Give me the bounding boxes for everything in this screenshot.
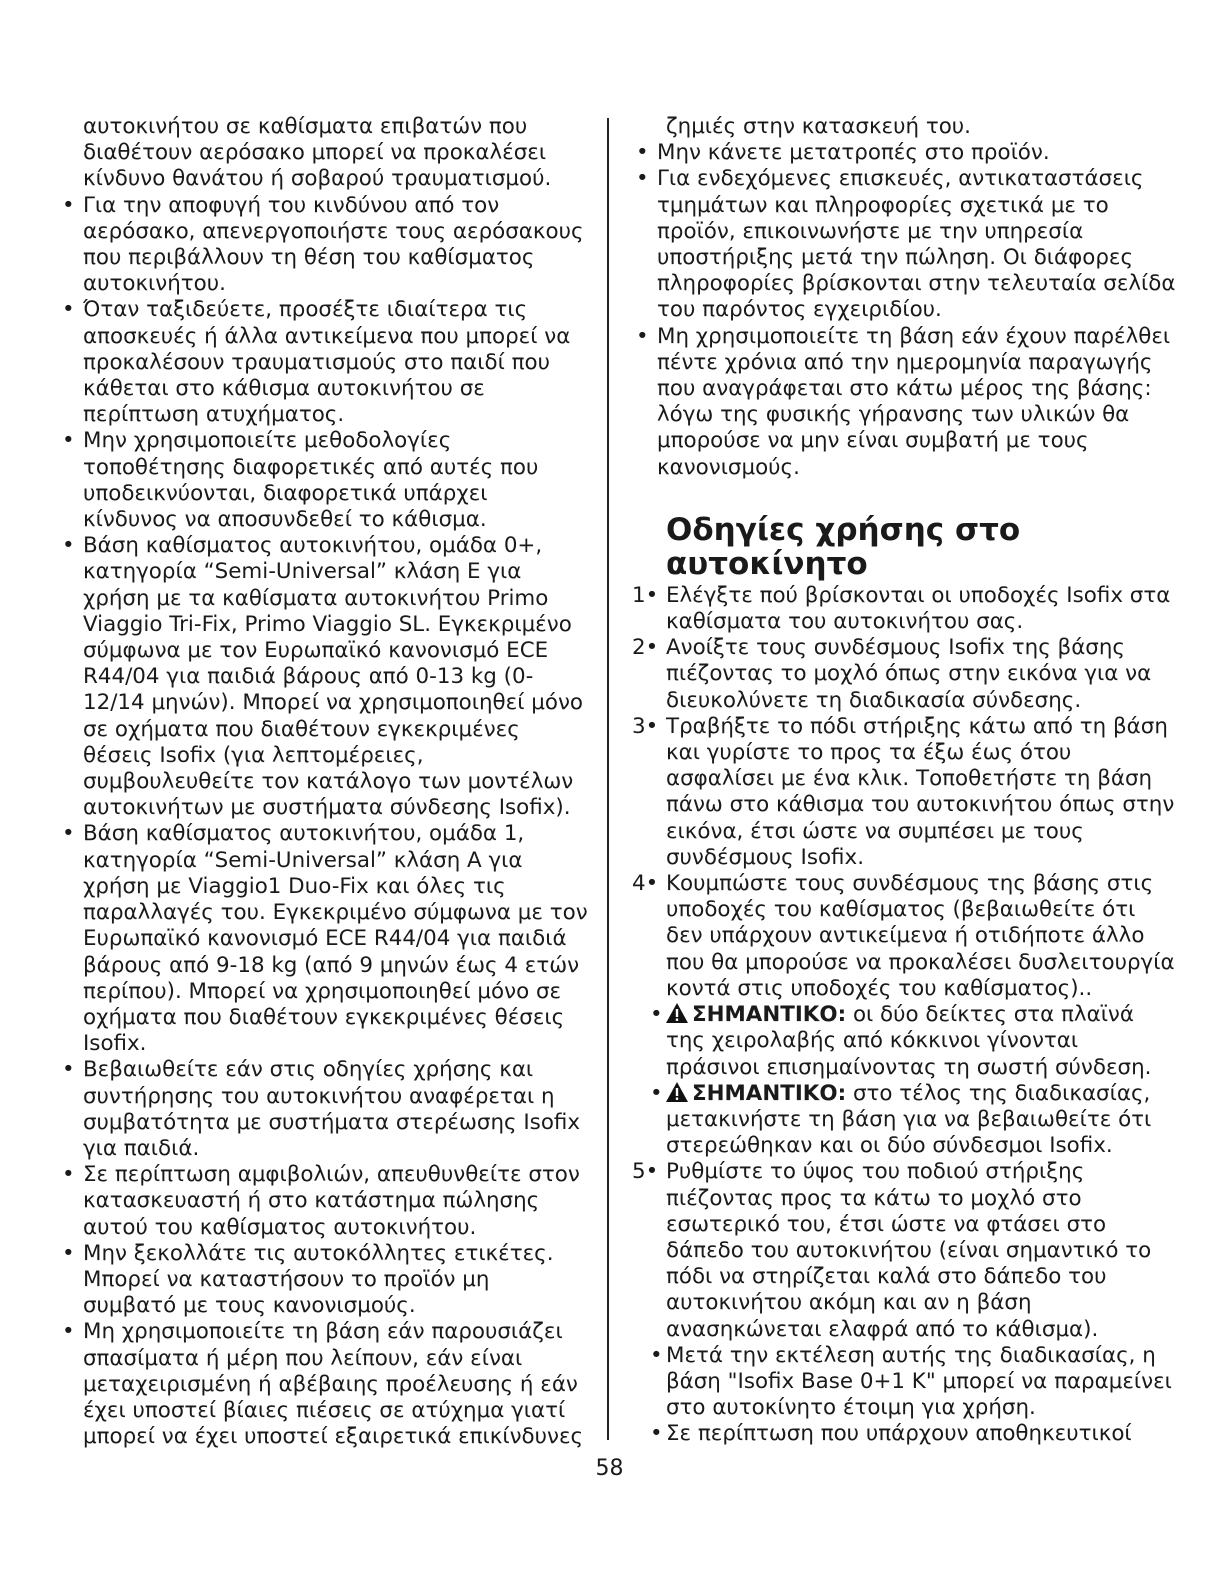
right-column <box>632 114 1177 1448</box>
bullet-text: Σε περίπτωση που υπάρχουν αποθηκευτικοί <box>666 1421 1132 1447</box>
important-note <box>632 1002 1177 1081</box>
left-intro-text: αυτοκινήτου σε καθίσματα επιβατών που διαθέτουν αερόσακο μπορεί να προκαλέσει κίνδυνο θανάτου ή σοβαρού τραυματισμού. <box>83 114 552 192</box>
list-item <box>58 193 588 298</box>
important-label: ΣΗΜΑΝΤΙΚΟ: <box>692 1080 847 1106</box>
step-text: Ελέγξτε πού βρίσκονται οι υποδοχές Isofix στα καθίσματα του αυτοκινήτου σας. <box>666 582 1171 635</box>
list-item <box>58 1319 588 1450</box>
bullet-marker: • <box>62 1240 75 1266</box>
list-item <box>58 533 588 821</box>
bullet-marker: • <box>636 323 649 349</box>
list-item <box>632 324 1177 481</box>
important-note <box>632 1081 1177 1160</box>
important-text: οι δύο δείκτες στα πλαϊνά της χειρολαβής από κόκκινοι γίνονται πράσινοι επισημαίνοντας τη σωστή σύνδεση. <box>666 1002 1152 1080</box>
column-divider <box>607 118 609 1440</box>
bullet-text: Όταν ταξιδεύετε, προσέξτε ιδιαίτερα τις αποσκευές ή άλλα αντικείμενα που μπορεί να προκαλέσουν τραυματισμούς στο παιδί που κάθεται στο κάθισμα αυτοκινήτου σε περίπτωση ατυχήματος. <box>83 297 571 428</box>
list-item <box>632 140 1177 166</box>
numbered-step <box>632 714 1177 871</box>
step-text: Τραβήξτε το πόδι στήριξης κάτω από τη βάση και γυρίστε το προς τα έξω έως ότου ασφαλίσει με ένα κλικ. Τοποθετήστε τη βάση πάνω στο κάθισμα του αυτοκινήτου όπως στην εικόνα, έτσι ώστε να συμπέσει με τους συνδέσμους Isofix. <box>666 713 1175 870</box>
bullet-text: Βάση καθίσματος αυτοκινήτου, ομάδα 1, κατηγορία “Semi-Universal” κλάση A για χρήση με Viaggio1 Duo-Fix και όλες τις παραλλαγές του. Εγκεκριμένο σύμφωνα με τον Ευρωπαϊκό κανονισμό ECE R44/04 για παιδιά βάρους από 9-18 kg (από 9 μηνών έως 4 ετών περίπου). Μπορεί να χρησιμοποιηθεί μόνο σε οχήματα που διαθέτουν εγκεκριμένες θέσεις Isofix. <box>83 821 588 1057</box>
numbered-step <box>632 1159 1177 1342</box>
numbered-step <box>632 871 1177 1002</box>
page-number: 58 <box>595 1456 624 1481</box>
step-marker: 2• <box>632 635 659 661</box>
bullet-text: Μην ξεκολλάτε τις αυτοκόλλητες ετικέτες. Μπορεί να καταστήσουν το προϊόν μη συμβατό με τους κανονισμούς. <box>83 1240 554 1319</box>
list-item <box>632 166 1177 323</box>
list-item <box>58 821 588 1057</box>
bullet-marker: • <box>636 166 649 192</box>
right-continuation-text: ζημιές στην κατασκευή του. <box>666 114 971 139</box>
numbered-step <box>632 583 1177 635</box>
bullet-marker: • <box>650 1080 663 1106</box>
section-heading: Οδηγίες χρήσης στο αυτοκίνητο <box>666 511 1021 582</box>
bullet-marker: • <box>62 1057 75 1083</box>
bullet-marker: • <box>62 1162 75 1188</box>
numbered-step <box>632 635 1177 714</box>
important-text: στο τέλος της διαδικασίας, μετακινήστε τη βάση για να βεβαιωθείτε ότι στερεώθηκαν και οι δύο σύνδεσμοι Isofix. <box>666 1080 1152 1159</box>
bullet-text: Μη χρησιμοποιείτε τη βάση εάν παρουσιάζει σπασίματα ή μέρη που λείπουν, εάν είναι μεταχειρισμένη ή αβέβαιης προέλευσης ή εάν έχει υποστεί βίαιες πιέσεις σε ατύχημα γιατί μπορεί να έχει υποστεί εξαιρετικά επικίνδυνες <box>83 1319 584 1450</box>
important-label: ΣΗΜΑΝΤΙΚΟ: <box>692 1002 847 1028</box>
bullet-marker: • <box>636 140 649 166</box>
step-marker: 5• <box>632 1159 659 1185</box>
list-item <box>632 1343 1177 1422</box>
bullet-marker: • <box>650 1421 663 1447</box>
bullet-text: Βεβαιωθείτε εάν στις οδηγίες χρήσης και συντήρησης του αυτοκινήτου αναφέρεται η συμβατότητα με συστήματα στερέωσης Isofix για παιδιά. <box>83 1057 581 1161</box>
bullet-text: Σε περίπτωση αμφιβολιών, απευθυνθείτε στον κατασκευαστή ή στο κατάστημα πώλησης αυτού του καθίσματος αυτοκινήτου. <box>83 1162 580 1240</box>
list-item <box>58 1057 588 1162</box>
list-item <box>632 1421 1177 1447</box>
bullet-text: Μην κάνετε μετατροπές στο προϊόν. <box>657 140 1050 166</box>
bullet-text: Μη χρησιμοποιείτε τη βάση εάν έχουν παρέλθει πέντε χρόνια από την ημερομηνία παραγωγής που αναγράφεται στο κάτω μέρος της βάσης: λόγω της φυσικής γήρανσης των υλικών θα μπορούσε να μην είναι συμβατή με τους κανονισμούς. <box>657 323 1171 480</box>
list-item <box>58 428 588 533</box>
bullet-marker: • <box>650 1002 663 1028</box>
step-text: Ρυθμίστε το ύψος του ποδιού στήριξης πιέζοντας προς τα κάτω το μοχλό στο εσωτερικό του, έτσι ώστε να φτάσει στο δάπεδο του αυτοκινήτου (είναι σημαντικό το πόδι να στηρίζεται καλά στο δάπεδο του αυτοκινήτου ακόμη και αν η βάση ανασηκώνεται ελαφρά από το κάθισμα). <box>666 1159 1152 1342</box>
warning-triangle-icon <box>666 1082 688 1102</box>
bullet-marker: • <box>62 533 75 559</box>
bullet-marker: • <box>62 1319 75 1345</box>
step-text: Κουμπώστε τους συνδέσμους της βάσης στις υποδοχές του καθίσματος (βεβαιωθείτε ότι δεν υπάρχουν αντικείμενα ή οτιδήποτε άλλο που θα μπορούσε να προκαλέσει δυσλειτουργία κοντά στις υποδοχές του καθίσματος).. <box>666 871 1175 1001</box>
list-item <box>58 1241 588 1320</box>
step-marker: 3• <box>632 713 659 739</box>
bullet-text: Μετά την εκτέλεση αυτής της διαδικασίας, η βάση "Isofix Base 0+1 K" μπορεί να παραμείνει στο αυτοκίνητο έτοιμη για χρήση. <box>666 1342 1172 1421</box>
list-item <box>58 1162 588 1241</box>
bullet-marker: • <box>62 192 75 218</box>
bullet-text: Βάση καθίσματος αυτοκινήτου, ομάδα 0+, κατηγορία “Semi-Universal” κλάση E για χρήση με τα καθίσματα αυτοκινήτου Primo Viaggio Tri-Fix, Primo Viaggio SL. Εγκεκριμένο σύμφωνα με τον Ευρωπαϊκό κανονισμό ECE R44/04 για παιδιά βάρους από 0-13 kg (0-12/14 μηνών). Μπορεί να χρησιμοποιηθεί μόνο σε οχήματα που διαθέτουν εγκεκριμένες θέσεις Isofix (για λεπτομέρειες, συμβουλευθείτε τον κατάλογο των μοντέλων αυτοκινήτων με συστήματα σύνδεσης Isofix). <box>83 533 583 821</box>
list-item <box>58 297 588 428</box>
step-marker: 4• <box>632 871 659 897</box>
bullet-text: Για την αποφυγή του κινδύνου από τον αερόσακο, απενεργοποιήστε τους αερόσακους που περιβάλλουν τη θέση του καθίσματος αυτοκινήτου. <box>83 192 584 297</box>
bullet-text: Μην χρησιμοποιείτε μεθοδολογίες τοποθέτησης διαφορετικές από αυτές που υποδεικνύονται, διαφορετικά υπάρχει κίνδυνος να αποσυνδεθεί το κάθισμα. <box>83 428 539 533</box>
left-column <box>58 114 588 1450</box>
bullet-marker: • <box>62 428 75 454</box>
bullet-marker: • <box>62 297 75 323</box>
bullet-text: Για ενδεχόμενες επισκευές, αντικαταστάσεις τμημάτων και πληροφορίες σχετικά με το προϊόν, επικοινωνήστε με την υπηρεσία υποστήριξης μετά την πώληση. Οι διάφορες πληροφορίες βρίσκονται στην τελευταία σελίδα του παρόντος εγχειριδίου. <box>657 166 1176 323</box>
bullet-marker: • <box>62 821 75 847</box>
step-text: Ανοίξτε τους συνδέσμους Isofix της βάσης πιέζοντας το μοχλό όπως στην εικόνα για να διευκολύνετε τη διαδικασία σύνδεσης. <box>666 635 1152 713</box>
step-marker: 1• <box>632 582 659 608</box>
bullet-marker: • <box>650 1342 663 1368</box>
warning-triangle-icon <box>666 1003 688 1023</box>
